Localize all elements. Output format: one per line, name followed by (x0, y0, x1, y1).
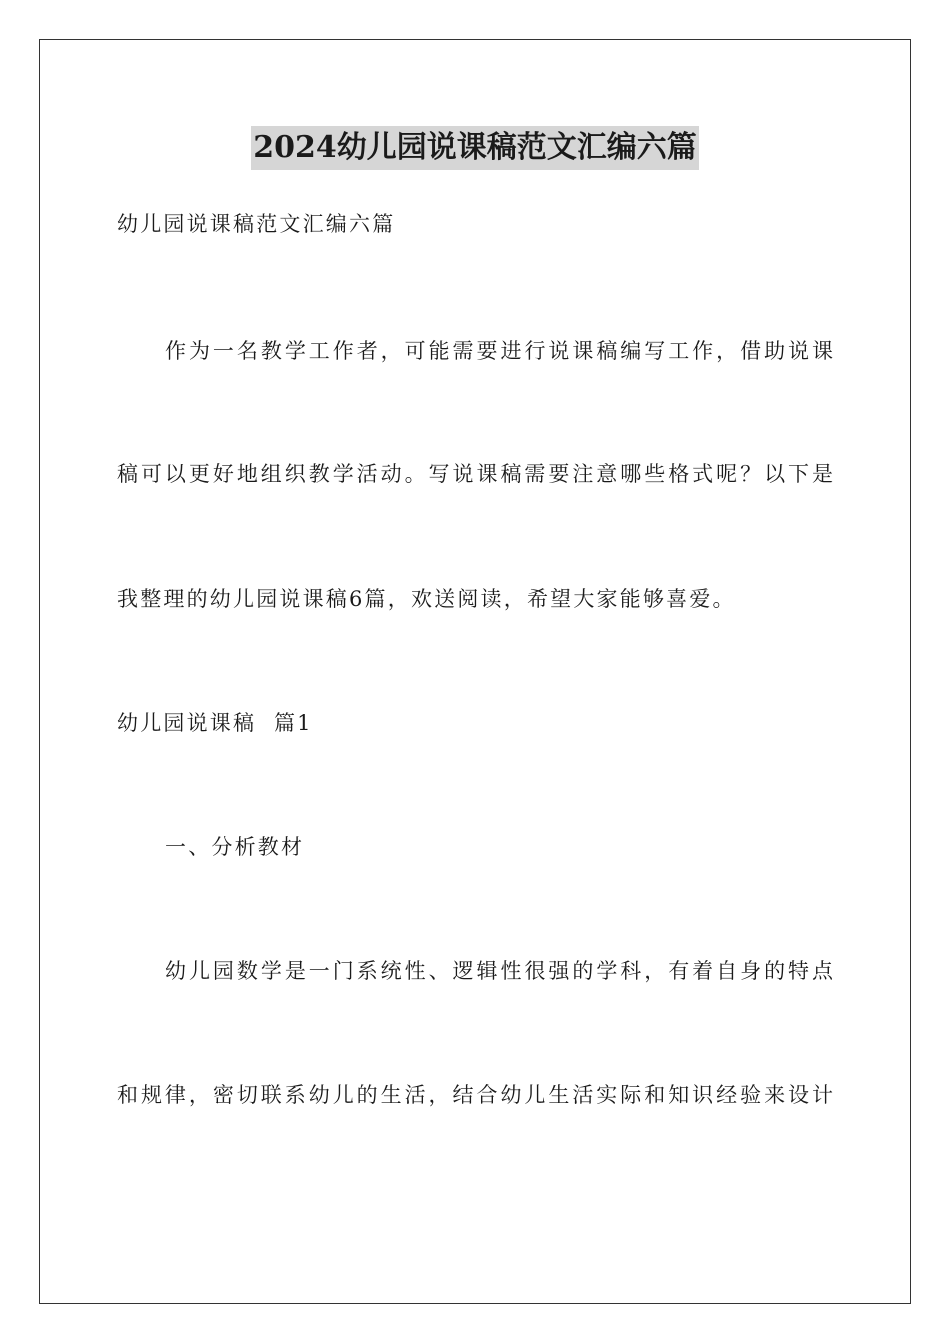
body-line-2: 和规律，密切联系幼儿的生活，结合幼儿生活实际和知识经验来设计 (117, 1083, 833, 1107)
subsection-heading: 一、分析教材 (165, 835, 305, 859)
intro-line-1: 作为一名教学工作者，可能需要进行说课稿编写工作，借助说课 (165, 339, 833, 363)
document-subtitle: 幼儿园说课稿范文汇编六篇 (117, 212, 396, 236)
document-title: 2024幼儿园说课稿范文汇编六篇 (251, 126, 699, 170)
title-container (0, 126, 950, 170)
intro-line-2: 稿可以更好地组织教学活动。写说课稿需要注意哪些格式呢？以下是 (117, 462, 833, 486)
intro-line-3: 我整理的幼儿园说课稿6篇，欢送阅读，希望大家能够喜爱。 (117, 587, 736, 611)
section-heading: 幼儿园说课稿 篇1 (117, 711, 313, 735)
body-line-1: 幼儿园数学是一门系统性、逻辑性很强的学科，有着自身的特点 (165, 959, 833, 983)
